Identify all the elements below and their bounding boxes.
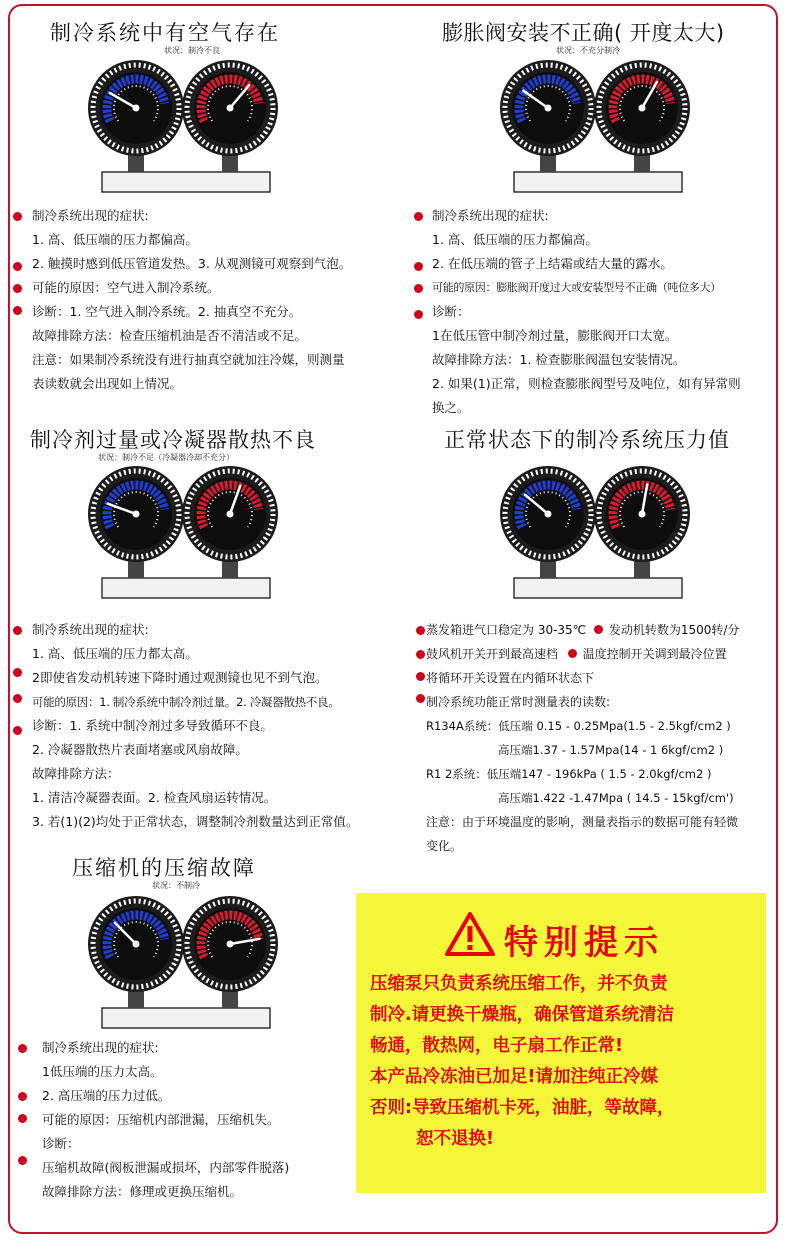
reading-line: 高压端1.422 -1.47Mpa ( 14.5 - 15kgf/cm')	[498, 791, 734, 805]
note-line: 变化。	[426, 839, 463, 853]
remedy-line: 2. 如果(1)正常，则检查膨胀阀型号及吨位，如有异常则	[432, 376, 741, 391]
gauge-pair	[492, 54, 712, 194]
section-status: 状况：不制冷	[152, 881, 200, 890]
bullet-dot	[416, 626, 425, 635]
notice-line: 畅通，散热网，电子扇工作正常!	[370, 1036, 623, 1056]
symptom-line: 2. 触摸时感到低压管道发热。3. 从观测镜可观察到气泡。	[32, 256, 352, 271]
condition-line	[426, 642, 739, 666]
diagnosis-line: 1在低压管中制冷剂过量，膨胀阀开口太宽。	[432, 328, 678, 343]
bullet-dot	[13, 284, 22, 293]
bullet-dot	[416, 672, 425, 681]
reading-heading: 制冷系统功能正常时测量表的读数:	[426, 695, 611, 709]
section-title: 制冷系统中有空气存在	[50, 21, 280, 45]
section-title: 制冷剂过量或冷凝器散热不良	[30, 428, 316, 452]
bullet-dot	[414, 310, 423, 319]
section-normal-pressure	[400, 410, 790, 853]
note-line: 注意：由于环境温度的影响，测量表指示的数据可能有轻微	[426, 815, 739, 829]
gauge-pair	[80, 890, 300, 1030]
manifold-base	[102, 1008, 270, 1028]
remedy-line: 1. 清洁冷凝器表面。2. 检查风扇运转情况。	[32, 790, 277, 805]
bullet-dot	[568, 649, 577, 658]
diagnosis-line: 2. 冷凝器散热片表面堵塞或风扇故障。	[32, 742, 248, 757]
bullet-dot	[13, 726, 22, 735]
section-title: 膨胀阀安装不正确( 开度太大)	[442, 21, 725, 45]
reading-line: 高压端1.37 - 1.57Mpa(14 - 1 6kgf/cm2 )	[498, 743, 724, 757]
bullet-dot	[18, 1156, 27, 1165]
gauge-hub	[133, 941, 140, 948]
section-overcharge-condenser	[0, 410, 400, 830]
bullet-dot	[13, 694, 22, 703]
condition-text: 鼓风机开关开到最高速档	[426, 647, 559, 661]
note-line: 表读数就会出现如上情况。	[32, 376, 183, 391]
symptom-line: 2. 在低压端的管子上结霜或结大量的露水。	[432, 256, 673, 271]
notice-line-warning	[370, 1093, 675, 1124]
reading-line: R134A系统：低压端 0.15 - 0.25Mpa(1.5 - 2.5kgf/cm2 )	[426, 719, 731, 733]
condition-line	[426, 618, 739, 642]
gauge-pair	[80, 54, 300, 194]
symptom-line: 1. 高、低压端的压力都太高。	[32, 646, 198, 661]
diagnosis-line: 诊断：	[432, 304, 470, 319]
condition-line: 将循环开关设置在内循环状态下	[426, 671, 595, 685]
section-air-in-system	[0, 0, 395, 400]
gauge-hub	[227, 941, 234, 948]
remedy-line: 故障排除方法：1. 检查膨胀阀温包安装情况。	[432, 352, 686, 367]
symptom-heading: 制冷系统出现的症状:	[32, 208, 149, 223]
cause-line: 可能的原因：1. 制冷系统中制冷剂过量。2. 冷凝器散热不良。	[32, 695, 340, 709]
special-notice-box	[356, 893, 766, 1193]
note-line: 注意：如果制冷系统没有进行抽真空就加注冷媒，则测量	[32, 352, 345, 367]
symptom-heading: 制冷系统出现的症状:	[32, 622, 149, 637]
bullet-dot	[13, 668, 22, 677]
gauge-pair	[492, 460, 712, 600]
bullet-dot	[13, 306, 22, 315]
diagnosis-line: 诊断：	[42, 1136, 80, 1151]
bullet-dot	[594, 625, 603, 634]
remedy-line: 换之。	[432, 400, 470, 415]
remedy-line: 故障排除方法：检查压缩机油是否不清洁或不足。	[32, 328, 308, 343]
symptom-line: 2. 高压端的压力过低。	[42, 1088, 171, 1103]
symptom-line: 1. 高、低压端的压力都偏高。	[32, 232, 198, 247]
section-title: 压缩机的压缩故障	[72, 856, 256, 880]
symptom-heading: 制冷系统出现的症状:	[42, 1040, 159, 1055]
manifold-base	[514, 578, 682, 598]
bullet-dot	[18, 1092, 27, 1101]
notice-line: 制冷.请更换干燥瓶，确保管道系统清洁	[370, 1005, 675, 1025]
notice-title: 特别提示	[504, 923, 664, 963]
section-status: 状况：制冷不良	[164, 46, 220, 55]
symptom-line: 1. 高、低压端的压力都偏高。	[432, 232, 598, 247]
section-compressor-failure	[0, 840, 356, 1220]
cause-line: 可能的原因：空气进入制冷系统。	[32, 280, 220, 295]
gauge-hub	[545, 511, 552, 518]
bullet-dot	[13, 626, 22, 635]
remedy-line: 故障排除方法：修理或更换压缩机。	[42, 1184, 243, 1199]
bullet-dot	[414, 212, 423, 221]
remedy-line: 故障排除方法：	[32, 766, 120, 781]
gauge-hub	[133, 511, 140, 518]
bullet-dot	[414, 262, 423, 271]
section-title: 正常状态下的制冷系统压力值	[444, 428, 730, 452]
bullet-dot	[13, 262, 22, 271]
condition-text: 温度控制开关调到最冷位置	[582, 647, 727, 661]
diagnosis-line: 诊断：1. 系统中制冷剂过多导致循环不良。	[32, 718, 273, 733]
gauge-hub	[639, 511, 646, 518]
bullet-dot	[18, 1114, 27, 1123]
manifold-base	[102, 578, 270, 598]
notice-header	[356, 903, 766, 963]
gauge-hub	[639, 105, 646, 112]
bullet-dot	[416, 694, 425, 703]
notice-line: 本产品冷冻油已加足!请加注纯正冷媒	[370, 1067, 658, 1087]
section-expansion-valve	[400, 0, 790, 415]
bullet-dot	[416, 650, 425, 659]
gauge-hub	[227, 511, 234, 518]
symptom-heading: 制冷系统出现的症状:	[432, 208, 549, 223]
bullet-dot	[18, 1044, 27, 1053]
cause-line: 可能的原因：膨胀阀开度过大或安装型号不正确（吨位多大）	[432, 281, 721, 294]
reading-line: R1 2系统：低压端147 - 196kPa ( 1.5 - 2.0kgf/cm2 )	[426, 767, 712, 781]
warning-triangle-icon	[444, 911, 496, 957]
condition-text: 发动机转数为1500转/分	[608, 623, 740, 637]
gauge-hub	[227, 105, 234, 112]
manifold-base	[102, 172, 270, 192]
gauge-hub	[545, 105, 552, 112]
remedy-line: 3. 若(1)(2)均处于正常状态，调整制冷剂数量达到正常值。	[32, 814, 359, 829]
condition-text: 蒸发箱进气口稳定为 30-35℃	[426, 623, 587, 637]
bullet-dot	[414, 284, 423, 293]
symptom-line: 2即使省发动机转速下降时通过观测镜也见不到气泡。	[32, 670, 328, 685]
symptom-line: 1低压端的压力太高。	[42, 1064, 163, 1079]
cause-line: 可能的原因：压缩机内部泄漏，压缩机失。	[42, 1112, 280, 1127]
notice-warning-text: 导致压缩机卡死，油脏，等故障，	[412, 1098, 675, 1118]
gauge-hub	[133, 105, 140, 112]
bullet-dot	[13, 212, 22, 221]
notice-line: 恕不退换!	[416, 1129, 494, 1149]
diagnosis-line: 压缩机故障(阀板泄漏或损坏，内部零件脱落)	[42, 1160, 290, 1175]
notice-line: 压缩泵只负责系统压缩工作，并不负责	[370, 974, 668, 994]
section-status: 状况：制冷不足（冷凝器冷却不充分）	[98, 453, 234, 462]
diagnosis-line: 诊断：1. 空气进入制冷系统。2. 抽真空不充分。	[32, 304, 302, 319]
manifold-base	[514, 172, 682, 192]
gauge-pair	[80, 460, 300, 600]
section-status: 状况：不充分制冷	[556, 46, 620, 55]
notice-warning-prefix: 否则:	[370, 1098, 412, 1118]
